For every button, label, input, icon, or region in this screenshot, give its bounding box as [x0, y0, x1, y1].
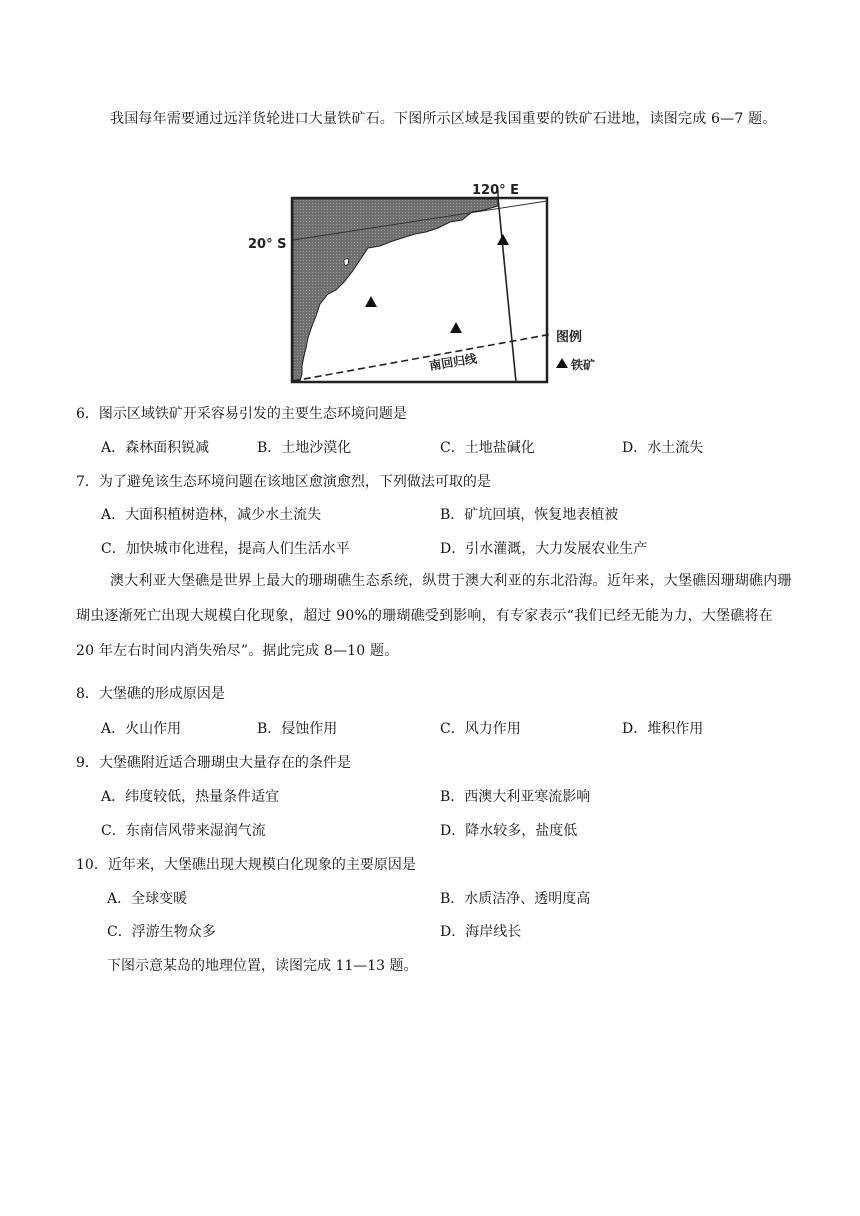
intro-paragraph-11-13: 下图示意某岛的地理位置，读图完成 11—13 题。 — [107, 958, 418, 974]
tropic-label: 南回归线 — [428, 351, 478, 373]
question-10-stem: 10．近年来，大堡礁出现大规模白化现象的主要原因是 — [76, 857, 416, 873]
lat-label: 20° S — [248, 237, 287, 252]
q6-option-a: A．森林面积锐减 — [101, 440, 210, 456]
q7-option-c: C．加快城市化进程，提高人们生活水平 — [101, 541, 350, 557]
q10-option-c: C．浮游生物众多 — [107, 924, 216, 940]
legend-item-label: 铁矿 — [571, 358, 596, 372]
q9-option-a: A．纬度较低，热量条件适宜 — [101, 789, 280, 805]
q8-option-d: D．堆积作用 — [622, 721, 704, 737]
lon-label: 120° E — [472, 183, 520, 198]
q6-option-d: D．水土流失 — [622, 440, 704, 456]
q8-option-a: A．火山作用 — [101, 721, 182, 737]
q10-option-b: B．水质洁净、透明度高 — [440, 891, 591, 907]
question-8-stem: 8．大堡礁的形成原因是 — [76, 686, 225, 702]
q7-option-d: D．引水灌溉，大力发展农业生产 — [440, 541, 648, 557]
q9-option-b: B．西澳大利亚寒流影响 — [440, 789, 591, 805]
q7-option-a: A．大面积植树造林，减少水土流失 — [101, 507, 322, 523]
q7-option-b: B．矿坑回填，恢复地表植被 — [440, 507, 619, 523]
iron-ore-map — [240, 176, 596, 394]
legend-title: 图例 — [556, 330, 583, 345]
intro-paragraph-6-7: 我国每年需要通过远洋货轮进口大量铁矿石。下图所示区域是我国重要的铁矿石进地，读图完成 6—7 题。 — [110, 111, 777, 127]
q9-option-d: D．降水较多，盐度低 — [440, 823, 578, 839]
q6-option-c: C．土地盐碱化 — [440, 440, 535, 456]
q9-option-c: C．东南信风带来湿润气流 — [101, 823, 266, 839]
q10-option-a: A．全球变暖 — [107, 891, 188, 907]
q8-option-c: C．风力作用 — [440, 721, 521, 737]
question-9-stem: 9．大堡礁附近适合珊瑚虫大量存在的条件是 — [76, 755, 351, 771]
q6-option-b: B．土地沙漠化 — [257, 440, 352, 456]
legend-iron-icon — [556, 358, 568, 368]
intro-paragraph-8-10: 澳大利亚大堡礁是世界上最大的珊瑚礁生态系统，纵贯于澳大利亚的东北沿海。近年来，大堡礁因珊瑚礁内珊瑚虫逐渐死亡出现大规模白化现象，超过 90%的珊瑚礁受到影响，有专家表示“我们已经无能为力，大堡礁将在 20 年左右时间内消失殆尽”。据此完成 8—10 题。 — [76, 573, 792, 659]
question-7-stem: 7．为了避免该生态环境问题在该地区愈演愈烈，下列做法可取的是 — [76, 474, 491, 490]
q8-option-b: B．侵蚀作用 — [257, 721, 338, 737]
map-figure — [240, 176, 596, 394]
q10-option-d: D．海岸线长 — [440, 924, 522, 940]
question-6-stem: 6．图示区域铁矿开采容易引发的主要生态环境问题是 — [76, 406, 407, 422]
